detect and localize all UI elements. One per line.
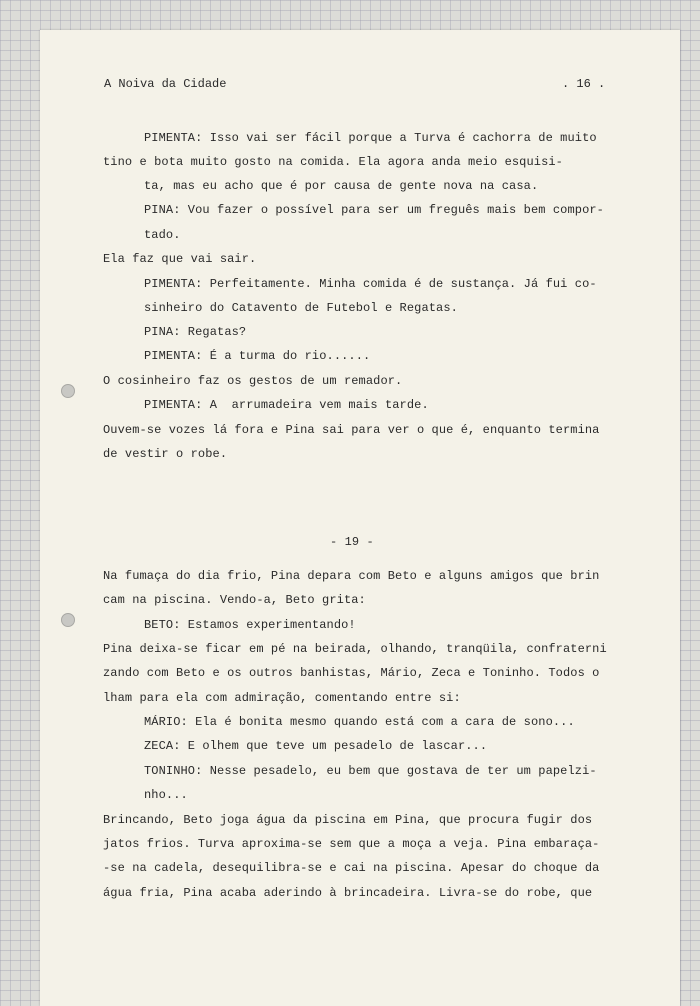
page-number: . 16 . [562,77,606,91]
text-line: água fria, Pina acaba aderindo à brincadeira. Livra-se do robe, que [103,886,593,900]
text-line: Na fumaça do dia frio, Pina depara com Beto e alguns amigos que brin [103,569,600,583]
text-line: sinheiro do Catavento de Futebol e Regatas. [144,301,458,315]
text-line: PINA: Vou fazer o possível para ser um freguês mais bem compor- [144,203,604,217]
document-page [40,30,680,1006]
text-line: PINA: Regatas? [144,325,247,339]
text-line: PIMENTA: É a turma do rio...... [144,349,371,363]
text-line: de vestir o robe. [103,447,228,461]
text-line: Ouvem-se vozes lá fora e Pina sai para ver o que é, enquanto termina [103,423,600,437]
text-line: TONINHO: Nesse pesadelo, eu bem que gostava de ter um papelzi- [144,764,597,778]
text-line: ZECA: E olhem que teve um pesadelo de lascar... [144,739,488,753]
text-line: Ela faz que vai sair. [103,252,257,266]
text-line: PIMENTA: A arrumadeira vem mais tarde. [144,398,429,412]
text-line: ta, mas eu acho que é por causa de gente nova na casa. [144,179,539,193]
text-line: PIMENTA: Perfeitamente. Minha comida é de sustança. Já fui co- [144,277,597,291]
text-line: lham para ela com admiração, comentando entre si: [103,691,461,705]
text-line: BETO: Estamos experimentando! [144,618,356,632]
text-line: zando com Beto e os outros banhistas, Mário, Zeca e Toninho. Todos o [103,666,600,680]
text-line: Brincando, Beto joga água da piscina em Pina, que procura fugir dos [103,813,593,827]
text-line: nho... [144,788,188,802]
text-line: jatos frios. Turva aproxima-se sem que a moça a veja. Pina embaraça- [103,837,600,851]
text-line: cam na piscina. Vendo-a, Beto grita: [103,593,366,607]
text-line: tado. [144,228,181,242]
text-line: tino e bota muito gosto na comida. Ela agora anda meio esquisi- [103,155,563,169]
text-line: MÁRIO: Ela é bonita mesmo quando está com a cara de sono... [144,715,575,729]
text-line: O cosinheiro faz os gestos de um remador. [103,374,403,388]
script-text [40,30,680,900]
text-line: -se na cadela, desequilibra-se e cai na piscina. Apesar do choque da [103,861,600,875]
text-line: Pina deixa-se ficar em pé na beirada, olhando, tranqüila, confraterni [103,642,607,656]
text-line: PIMENTA: Isso vai ser fácil porque a Turva é cachorra de muito [144,131,597,145]
scene-number: - 19 - [330,535,374,549]
document-title: A Noiva da Cidade [104,77,227,91]
